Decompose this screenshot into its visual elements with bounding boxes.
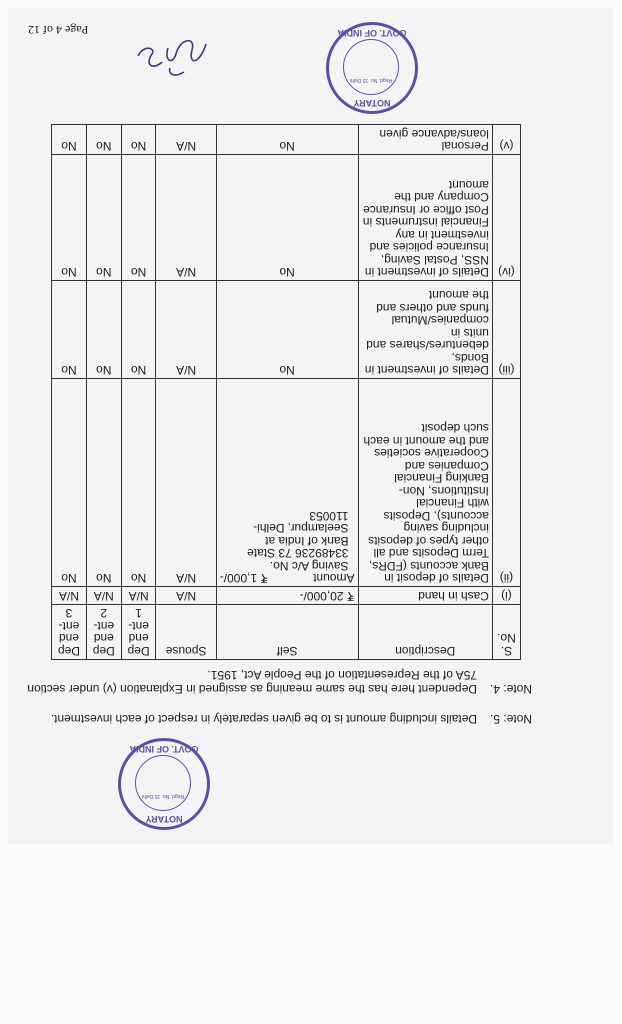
row-dependent-1: No [121, 379, 156, 587]
row-dependent-3: N/A [52, 587, 87, 605]
header-description: Description [358, 605, 492, 660]
stamp-middle-text: Regd. No. 15 Delhi [141, 793, 185, 799]
row-sno: (i) [492, 587, 520, 605]
stamp-top-text: NOTARY [145, 814, 183, 824]
note-4 [12, 664, 532, 696]
row-sno: (v) [492, 125, 520, 155]
row-dependent-3: No [52, 125, 87, 155]
stamp-bottom-text: GOVT. OF INDIA [337, 28, 407, 38]
header-dependent-2: Dep end ent- 2 [86, 605, 121, 660]
row-spouse: N/A [156, 587, 216, 605]
row-dependent-1: No [121, 125, 156, 155]
notary-stamp [326, 22, 418, 114]
row-dependent-2: N/A [86, 587, 121, 605]
header-spouse: Spouse [156, 605, 216, 660]
header-self: Self [216, 605, 358, 660]
row-spouse: N/A [156, 125, 216, 155]
row-self: ₹ 20,000/- [216, 587, 358, 605]
row-self: No [216, 281, 358, 379]
row-sno: (ii) [492, 379, 520, 587]
signature-scribble [124, 24, 214, 84]
table-row [52, 379, 521, 587]
row-dependent-1: N/A [121, 587, 156, 605]
row-dependent-3: No [52, 155, 87, 281]
affidavit-page [8, 8, 614, 844]
row-dependent-3: No [52, 379, 87, 587]
stamp-middle-text: Regd. No. 15 Delhi [349, 77, 393, 83]
row-self: No [216, 125, 358, 155]
stamp-inner-ring [135, 755, 191, 811]
notary-stamp [118, 738, 210, 830]
row-description: Details of deposit in Bank accounts (FDRs, Term Deposits and all other types of deposits including saving accounts), Deposits with Financial Institutions, Non-Banking Financial Companies and Cooperative societies and the amount in each such deposit [358, 379, 492, 587]
table-header-row [52, 605, 521, 660]
row-sno: (iii) [492, 281, 520, 379]
note-label: Note: 5. [489, 712, 532, 726]
row-dependent-2: No [86, 125, 121, 155]
stamp-top-text: NOTARY [353, 98, 391, 108]
row-dependent-2: No [86, 281, 121, 379]
row-dependent-1: No [121, 281, 156, 379]
self-amount-line [220, 572, 355, 585]
stamp-bottom-text: GOVT. OF INDIA [129, 744, 199, 754]
row-description: Details of investment in NSS, Postal Saving, Insurance policies and investment in any Financial instruments in Post office or Insurance Company and the amount [358, 155, 492, 281]
note-text: Dependent here has the same meaning as assigned in Explanation (v) under section 75A of the Representation of the People Act, 1951. [27, 668, 477, 696]
header-dependent-1: Dep end ent- 1 [121, 605, 156, 660]
row-spouse: N/A [156, 379, 216, 587]
row-dependent-3: No [52, 281, 87, 379]
row-dependent-1: No [121, 155, 156, 281]
page-number: Page 4 of 12 [28, 23, 89, 37]
row-dependent-2: No [86, 155, 121, 281]
header-sno: S. No. [492, 605, 520, 660]
row-description: Details of investment in Bonds, debentures/shares and units in companies/Mutual funds and others and the amount [358, 281, 492, 379]
investment-table [51, 125, 521, 661]
stamp-inner-ring [343, 39, 399, 95]
row-spouse: N/A [156, 155, 216, 281]
row-self [216, 379, 358, 587]
row-description: Cash in hand [358, 587, 492, 605]
note-text: Details including amount is to be given separately in respect of each investment. [50, 712, 477, 726]
table-row [52, 155, 521, 281]
amount-label: Amount [313, 571, 355, 586]
bank-account-detail: Saving A/c No. 33489236 73 State Bank of India at Seelampur, Delhi-110053 [247, 509, 349, 573]
table-row [52, 125, 521, 155]
row-dependent-2: No [86, 379, 121, 587]
table-row [52, 587, 521, 605]
header-dependent-3: Dep end ent- 3 [52, 605, 87, 660]
row-description: Personal loans/advance given [358, 125, 492, 155]
note-label: Note: 4. [489, 682, 532, 696]
note-5 [12, 694, 532, 726]
row-self: No [216, 155, 358, 281]
row-sno: (iv) [492, 155, 520, 281]
row-spouse: N/A [156, 281, 216, 379]
table-row [52, 281, 521, 379]
amount-value: ₹ 1,000/- [219, 571, 269, 586]
